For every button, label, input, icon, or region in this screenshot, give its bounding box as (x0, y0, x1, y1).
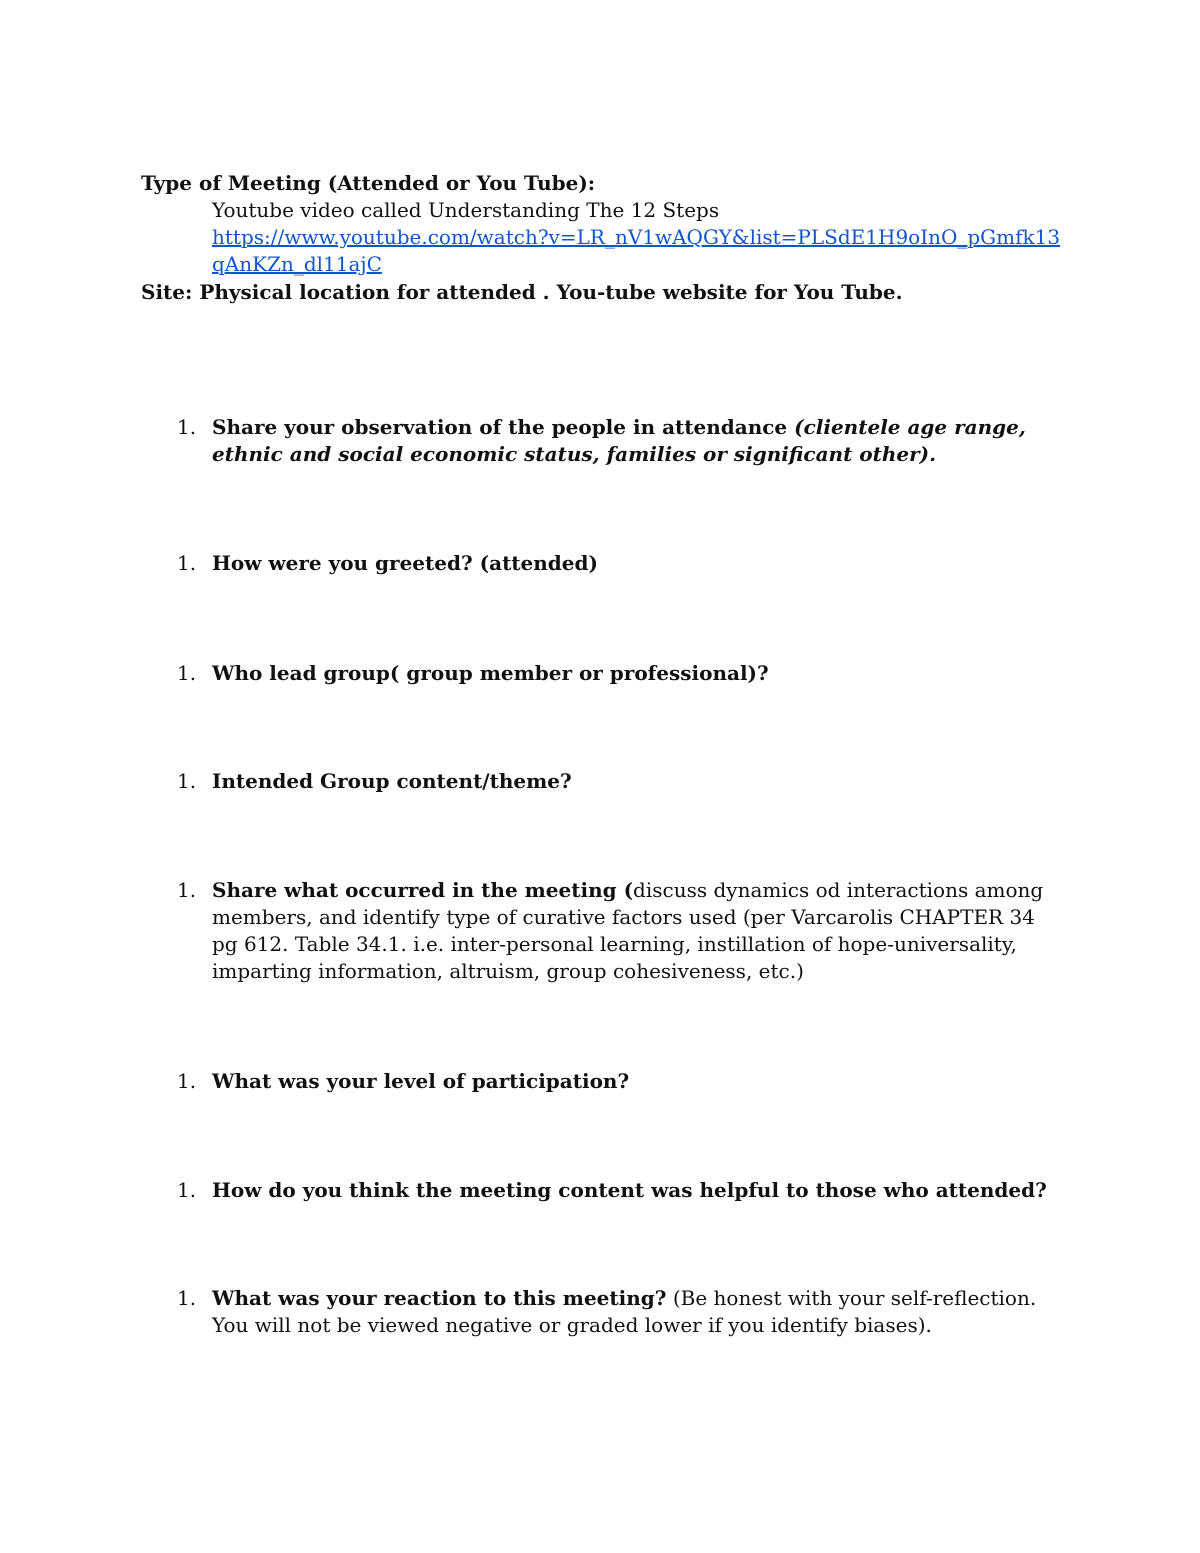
question-normal-text: (Be honest with your self-reflection. You will not be viewed negative or graded lower if you identify biases). (212, 1286, 1037, 1337)
list-number: 1. (177, 769, 197, 793)
question-bold-text: How do you think the meeting content was helpful to those who attended? (212, 1178, 1047, 1202)
list-number: 1. (177, 878, 197, 902)
question-group-content (177, 768, 1057, 795)
question-bold-text: Intended Group content/theme? (212, 769, 572, 793)
site-heading: Site: Physical location for attended . You-tube website for You Tube. (141, 280, 903, 304)
question-bold-text: What was your level of participation? (212, 1069, 630, 1093)
question-text (212, 768, 1057, 795)
list-number: 1. (177, 1178, 197, 1202)
question-reaction (177, 1285, 1057, 1339)
question-bold-text: Who lead group( group member or professional)? (212, 661, 769, 685)
question-meeting-events (177, 877, 1057, 985)
question-text (212, 414, 1057, 468)
question-helpfulness (177, 1177, 1057, 1204)
question-bold-text: Share what occurred in the meeting ( (212, 878, 634, 902)
question-group-leader (177, 660, 1057, 687)
question-bold-text: Share your observation of the people in attendance (212, 415, 795, 439)
question-bold-text: How were you greeted? (attended) (212, 551, 598, 575)
list-number: 1. (177, 415, 197, 439)
question-italic-text: (clientele age range, ethnic and social economic status, families or significant other). (212, 415, 1026, 466)
question-text (212, 877, 1057, 985)
question-text (212, 1177, 1057, 1204)
question-participation (177, 1068, 1057, 1095)
question-greeting (177, 550, 1057, 577)
question-text (212, 1285, 1057, 1339)
video-description: Youtube video called Understanding The 12 Steps (212, 198, 720, 222)
question-text (212, 1068, 1057, 1095)
list-number: 1. (177, 661, 197, 685)
list-number: 1. (177, 551, 197, 575)
question-normal-text: discuss dynamics od interactions among members, and identify type of curative factors used (per Varcarolis CHAPTER 34 pg 612. Table 34.1. i.e. inter-personal learning, instillation of hope-universality, imparting information, altruism, group cohesiveness, etc.) (212, 878, 1044, 983)
question-text (212, 550, 1057, 577)
list-number: 1. (177, 1069, 197, 1093)
question-bold-text: What was your reaction to this meeting? (212, 1286, 667, 1310)
question-text (212, 660, 1057, 687)
video-link[interactable]: https://www.youtube.com/watch?v=LR_nV1wAQGY&list=PLSdE1H9oInO_pGmfk13qAnKZn_dl11ajC (212, 225, 1061, 276)
question-attendance (177, 414, 1057, 468)
meeting-type-heading: Type of Meeting (Attended or You Tube): (141, 171, 596, 195)
list-number: 1. (177, 1286, 197, 1310)
